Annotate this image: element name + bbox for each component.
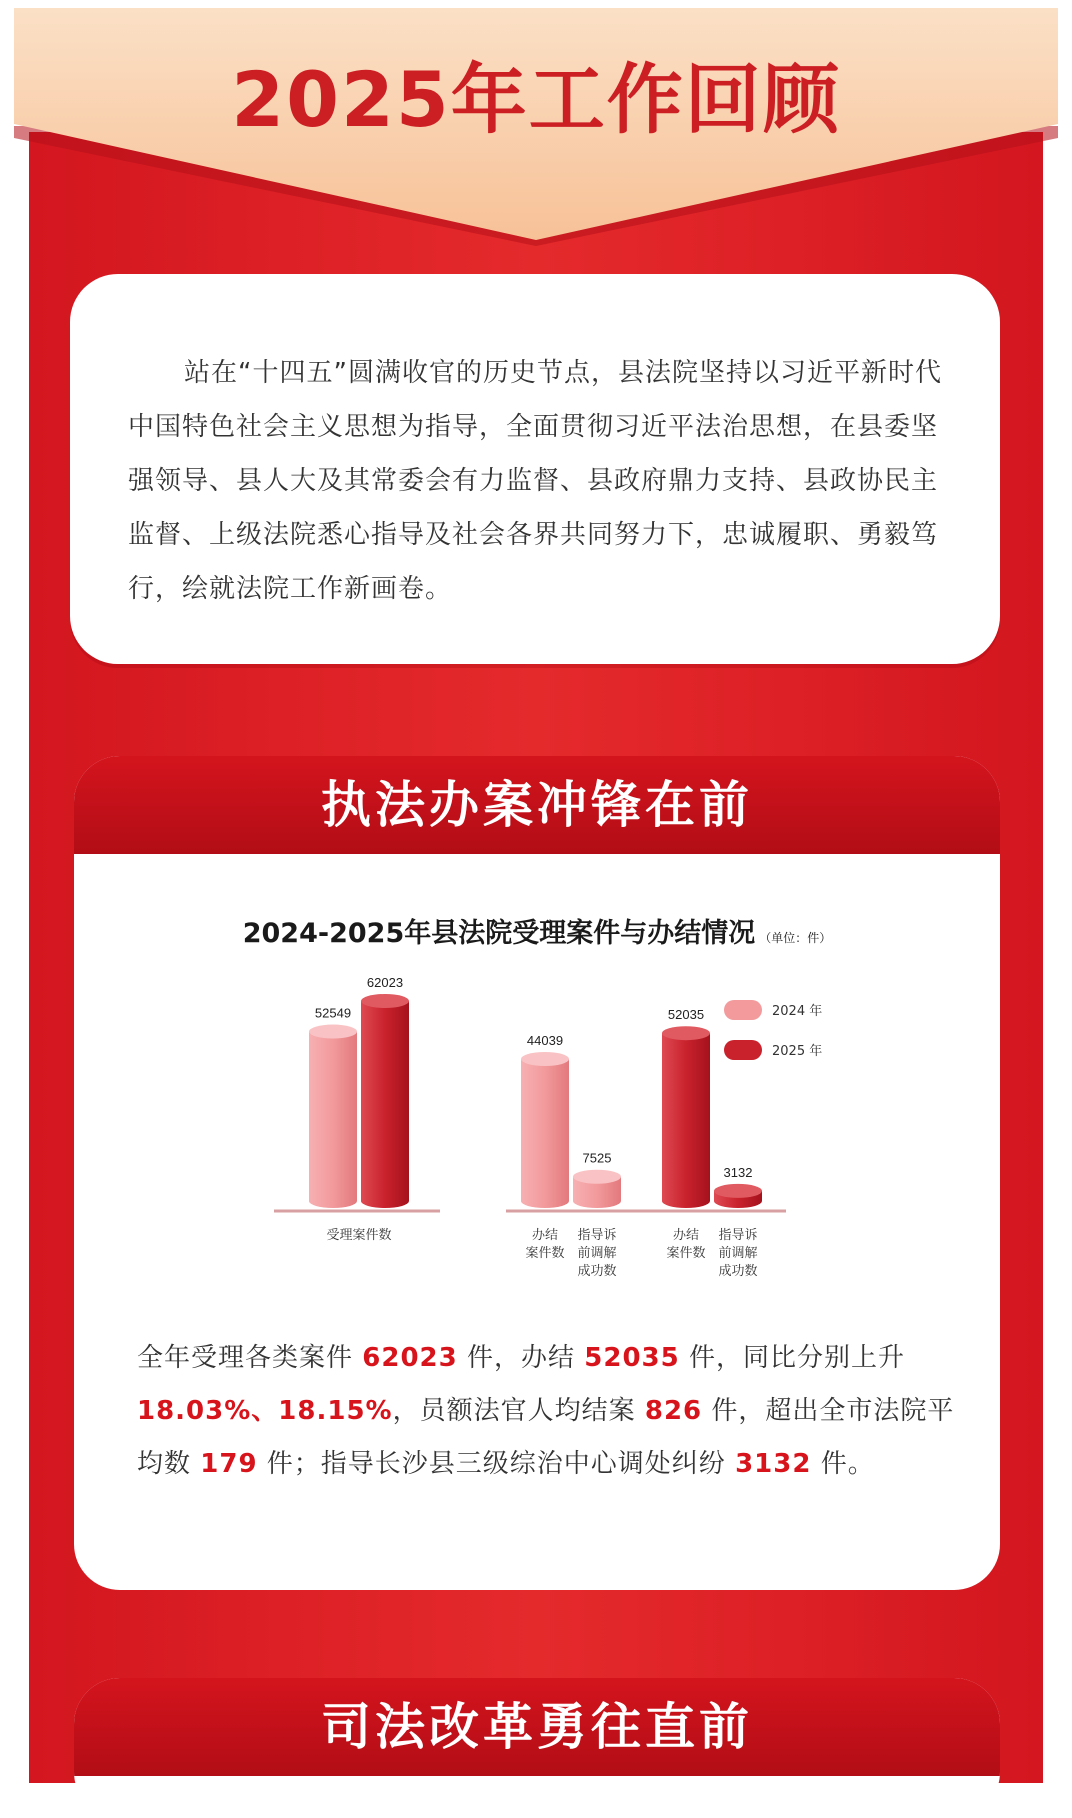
section-heading: 司法改革勇往直前 — [321, 1698, 753, 1756]
data-label: 3132 — [723, 1164, 753, 1180]
section-law-enforcement — [74, 756, 1000, 1590]
data-label: 52549 — [314, 1005, 352, 1021]
legend-swatch — [724, 1040, 762, 1060]
summary-paragraph — [137, 1332, 957, 1491]
category-label: 前调解 — [718, 1246, 758, 1261]
category-label: 案件数 — [666, 1246, 706, 1261]
legend-label: 2024 年 — [772, 1004, 823, 1019]
section-header — [74, 1678, 1000, 1776]
category-label: 案件数 — [525, 1246, 565, 1261]
category-label: 指导诉 — [577, 1228, 617, 1243]
summary-number: 3132 — [735, 1449, 812, 1479]
section-judicial-reform — [74, 1678, 1000, 1818]
legend-label: 2025 年 — [772, 1044, 823, 1059]
section-heading: 执法办案冲锋在前 — [321, 776, 753, 834]
summary-number: 62023 — [362, 1343, 458, 1373]
case-chart — [74, 976, 1000, 1316]
bar-top — [573, 1170, 621, 1184]
summary-text: 件，办结 — [457, 1343, 585, 1373]
data-label: 62023 — [366, 976, 404, 990]
category-label: 成功数 — [577, 1264, 617, 1279]
summary-text: 件；指导长沙县三级综治中心调处纠纷 — [257, 1449, 736, 1479]
bar — [361, 1001, 409, 1208]
bar-top — [662, 1026, 710, 1040]
summary-number: 179 — [200, 1449, 258, 1479]
bar-top — [361, 994, 409, 1008]
chart-title — [74, 911, 1000, 950]
summary-number: 826 — [644, 1396, 703, 1426]
category-label: 成功数 — [718, 1264, 758, 1279]
category-label: 指导诉 — [718, 1228, 758, 1243]
category-label: 办结 — [672, 1228, 700, 1243]
data-label: 52035 — [667, 1007, 705, 1023]
summary-text: ，员额法官人均结案 — [392, 1396, 645, 1426]
intro-card — [70, 274, 1000, 664]
bar-top — [521, 1052, 569, 1066]
category-label: 受理案件数 — [326, 1228, 392, 1243]
summary-number: 52035 — [584, 1343, 680, 1373]
summary-number: 18.03%、18.15% — [137, 1396, 393, 1426]
bar-top — [714, 1184, 762, 1198]
bar-top — [309, 1025, 357, 1039]
summary-text: 件。 — [811, 1449, 875, 1479]
intro-paragraph: 站在“十四五”圆满收官的历史节点，县法院坚持以习近平新时代中国特色社会主义思想为指导，全面贯彻习近平法治思想，在县委坚强领导、县人大及其常委会有力监督、县政府鼎力支持、县政协民主监督、上级法院悉心指导及社会各界共同努力下，忠诚履职、勇毅笃行，绘就法院工作新画卷。 — [128, 358, 942, 604]
chart-title-text: 2024-2025年县法院受理案件与办结情况 — [242, 918, 756, 949]
data-label: 7525 — [582, 1150, 612, 1166]
page-title: 2025年工作回顾 — [231, 55, 841, 144]
category-label: 办结 — [531, 1228, 559, 1243]
summary-text: 全年受理各类案件 — [137, 1343, 363, 1373]
summary-text: 件，同比分别上升 — [679, 1343, 905, 1373]
section-header — [74, 756, 1000, 854]
legend-swatch — [724, 1000, 762, 1020]
category-label: 前调解 — [577, 1246, 617, 1261]
bar — [662, 1033, 710, 1208]
bar — [521, 1059, 569, 1208]
chart-unit: （单位：件） — [759, 931, 832, 945]
bar — [309, 1032, 357, 1208]
data-label: 44039 — [526, 1032, 564, 1048]
summary-text: 件，超出全市法院平均数 — [137, 1396, 955, 1479]
